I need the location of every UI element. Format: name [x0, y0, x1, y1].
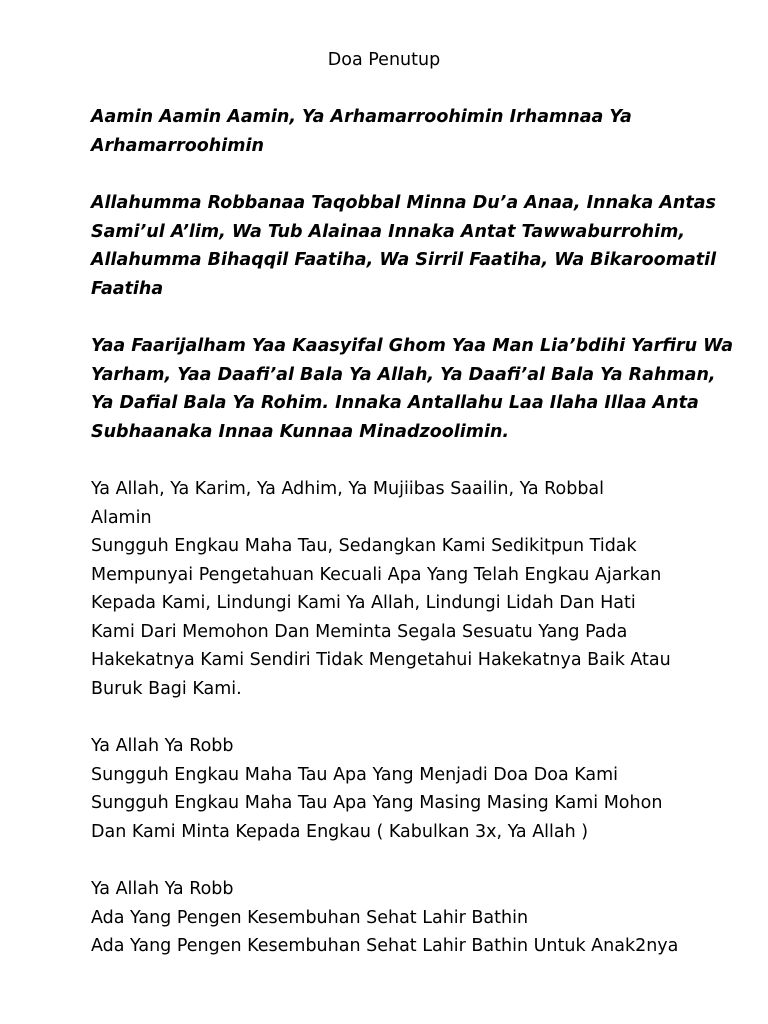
text-line: Kami Dari Memohon Dan Meminta Segala Sesuatu Yang Pada: [91, 621, 628, 642]
text-line: Kepada Kami, Lindungi Kami Ya Allah, Lindungi Lidah Dan Hati: [91, 593, 636, 614]
text-line: Yaa Faarijalham Yaa Kaasyifal Ghom Yaa Man Lia’bdihi Yarfiru Wa: [91, 335, 734, 356]
paragraph-ya-allah-ya-robb-1: [91, 732, 703, 846]
text-line: Aamin Aamin Aamin, Ya Arhamarroohimin Irhamnaa Ya: [91, 107, 632, 128]
paragraph-aamin: [91, 103, 703, 160]
text-line: Sami’ul A’lim, Wa Tub Alainaa Innaka Antat Tawwaburrohim,: [91, 221, 685, 242]
paragraph-allahumma: [91, 189, 717, 303]
text-line: Yarham, Yaa Daafi’al Bala Ya Allah, Ya Daafi’al Bala Ya Rahman,: [91, 364, 716, 385]
text-line: Allahumma Bihaqqil Faatiha, Wa Sirril Faatiha, Wa Bikaroomatil: [91, 250, 717, 271]
text-line: Ya Allah, Ya Karim, Ya Adhim, Ya Mujiibas Saailin, Ya Robbal: [91, 478, 605, 499]
text-line: Faatiha: [91, 278, 164, 299]
text-line: Arhamarroohimin: [91, 135, 264, 156]
text-line: Sungguh Engkau Maha Tau, Sedangkan Kami Sedikitpun Tidak: [91, 536, 637, 557]
text-line: Buruk Bagi Kami.: [91, 679, 242, 700]
paragraph-yaa-faarijalham: [91, 332, 734, 446]
paragraph-ya-allah-ya-robb-2: [91, 875, 703, 961]
text-line: Subhaanaka Innaa Kunnaa Minadzoolimin.: [91, 421, 510, 442]
text-line: Hakekatnya Kami Sendiri Tidak Mengetahui Hakekatnya Baik Atau: [91, 650, 671, 671]
paragraph-ya-allah-ya-karim: [91, 475, 703, 704]
text-line: Mempunyai Pengetahuan Kecuali Apa Yang Telah Engkau Ajarkan: [91, 564, 662, 585]
document-title: Doa Penutup: [327, 50, 441, 70]
document-page: [91, 46, 734, 990]
text-line: Ya Dafial Bala Ya Rohim. Innaka Antallahu Laa Ilaha Illaa Anta: [91, 393, 699, 414]
text-line: Alamin: [91, 507, 152, 528]
text-line: Dan Kami Minta Kepada Engkau ( Kabulkan 3x, Ya Allah ): [91, 822, 589, 843]
text-line: Ada Yang Pengen Kesembuhan Sehat Lahir Bathin: [91, 907, 529, 928]
text-line: Allahumma Robbanaa Taqobbal Minna Du’a Anaa, Innaka Antas: [91, 192, 716, 213]
text-line: Ya Allah Ya Robb: [91, 879, 234, 900]
text-line: Sungguh Engkau Maha Tau Apa Yang Menjadi Doa Doa Kami: [91, 764, 619, 785]
text-line: Ya Allah Ya Robb: [91, 736, 234, 757]
text-line: Sungguh Engkau Maha Tau Apa Yang Masing Masing Kami Mohon: [91, 793, 663, 814]
text-line: Ada Yang Pengen Kesembuhan Sehat Lahir Bathin Untuk Anak2nya: [91, 936, 679, 957]
